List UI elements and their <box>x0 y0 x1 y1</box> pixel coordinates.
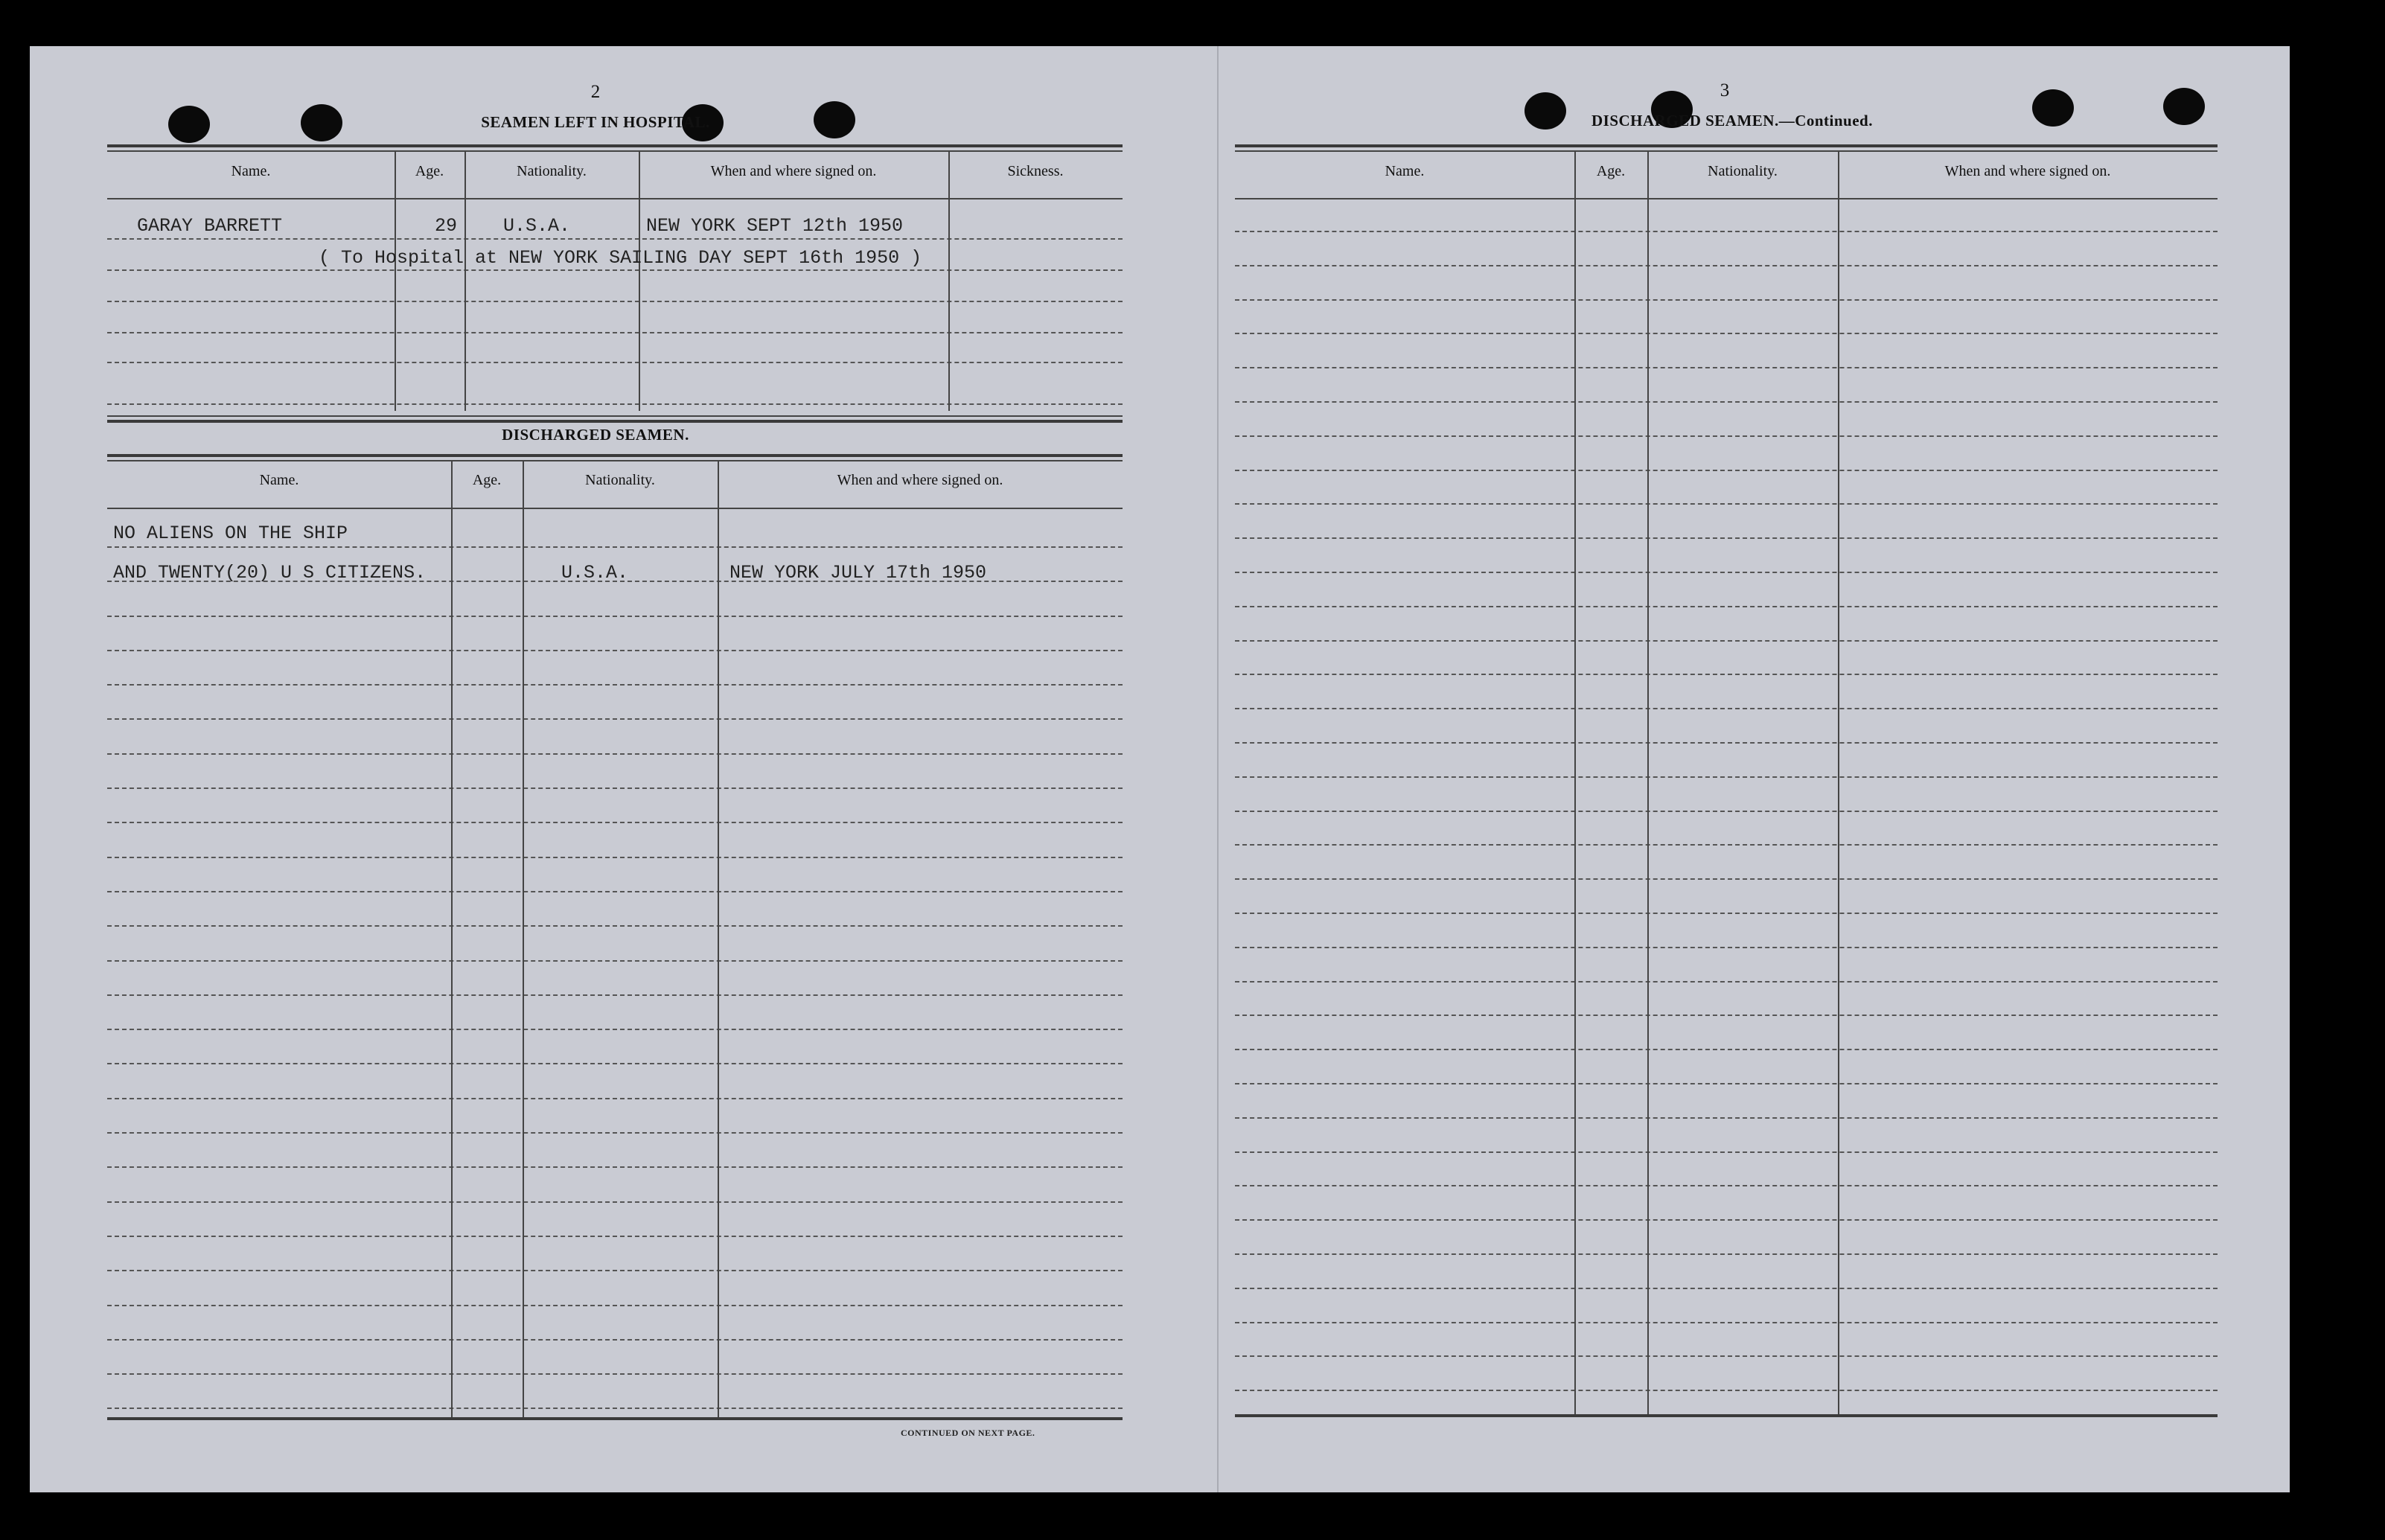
hospital-entry-signed-on: NEW YORK SEPT 12th 1950 <box>646 215 904 237</box>
manifest-sheet <box>30 46 2290 1492</box>
col-name: Name. <box>259 472 299 488</box>
ruled-line <box>107 650 1123 651</box>
hospital-entry-note: ( To Hospital at NEW YORK SAILING DAY SEPT 16th 1950 ) <box>319 247 922 269</box>
right-page <box>1219 46 2290 1492</box>
ruled-line <box>107 753 1123 755</box>
ruled-line <box>1235 913 2218 914</box>
ruled-line <box>1235 1185 2218 1186</box>
ruled-line <box>1235 401 2218 403</box>
ruled-line <box>1235 367 2218 368</box>
ruled-line <box>107 1270 1123 1271</box>
ruled-line <box>107 546 1123 548</box>
col-signed-on: When and where signed on. <box>710 163 877 179</box>
ruled-line <box>1235 811 2218 812</box>
ruled-line <box>1235 333 2218 334</box>
ruled-line <box>1235 1355 2218 1357</box>
ruled-line <box>107 1063 1123 1064</box>
col-age: Age. <box>472 472 502 488</box>
ruled-line <box>107 1166 1123 1168</box>
ruled-line <box>1235 708 2218 709</box>
ruled-line <box>1235 1049 2218 1050</box>
ruled-line <box>107 960 1123 962</box>
ruled-line <box>107 994 1123 996</box>
col-nationality: Nationality. <box>585 472 655 488</box>
ruled-line <box>107 857 1123 858</box>
ruled-line <box>1235 1117 2218 1119</box>
ruled-line <box>107 1305 1123 1306</box>
ruled-line <box>107 684 1123 686</box>
ruled-line <box>107 1132 1123 1134</box>
col-name: Name. <box>231 163 271 179</box>
left-page <box>30 46 1217 1492</box>
hospital-entry-age: 29 <box>435 215 458 237</box>
ruled-line <box>1235 674 2218 675</box>
hospital-entry-nationality: U.S.A. <box>503 215 571 237</box>
ruled-line <box>1235 606 2218 607</box>
ruled-line <box>107 1339 1123 1341</box>
ruled-line <box>1235 1015 2218 1016</box>
ruled-line <box>107 1029 1123 1030</box>
col-age: Age. <box>1596 163 1626 179</box>
ruled-line <box>1235 878 2218 880</box>
ruled-line <box>1235 776 2218 778</box>
col-signed-on: When and where signed on. <box>837 472 1003 488</box>
ruled-line <box>1235 231 2218 232</box>
ruled-line <box>107 1236 1123 1237</box>
ruled-line <box>107 787 1123 789</box>
ruled-line <box>1235 947 2218 948</box>
ruled-line <box>1235 1253 2218 1255</box>
ruled-line <box>107 1408 1123 1409</box>
discharged-line-2-nationality: U.S.A. <box>561 562 629 584</box>
ruled-line <box>107 1373 1123 1375</box>
ruled-line <box>1235 844 2218 846</box>
col-age: Age. <box>415 163 444 179</box>
ruled-line <box>1235 265 2218 266</box>
col-name: Name. <box>1385 163 1425 179</box>
ruled-line <box>1235 1151 2218 1153</box>
ruled-line <box>1235 470 2218 471</box>
ruled-line <box>1235 299 2218 301</box>
ruled-line <box>107 718 1123 720</box>
discharged-line-2-name: AND TWENTY(20) U S CITIZENS. <box>113 562 427 584</box>
ruled-line <box>1235 1322 2218 1323</box>
page-number: 3 <box>1720 80 1730 100</box>
col-nationality: Nationality. <box>1708 163 1778 179</box>
discharged-line-2-signed-on: NEW YORK JULY 17th 1950 <box>729 562 987 584</box>
ruled-line <box>1235 1288 2218 1289</box>
hospital-entry-name: GARAY BARRETT <box>137 215 283 237</box>
col-signed-on: When and where signed on. <box>1944 163 2111 179</box>
ruled-line <box>107 616 1123 617</box>
ruled-line <box>1235 1083 2218 1084</box>
ruled-line <box>1235 435 2218 437</box>
ruled-line <box>1235 1390 2218 1391</box>
ruled-line <box>1235 572 2218 573</box>
hospital-heading: SEAMEN LEFT IN HOSPITAL. <box>481 113 710 131</box>
ruled-line <box>107 891 1123 892</box>
col-sickness: Sickness. <box>1007 163 1064 179</box>
ruled-line <box>107 925 1123 927</box>
discharged-continued-heading: DISCHARGED SEAMEN.—Continued. <box>1591 112 1873 130</box>
ruled-line <box>1235 503 2218 505</box>
ruled-line <box>107 1098 1123 1099</box>
ruled-line <box>1235 981 2218 983</box>
ruled-line <box>107 822 1123 823</box>
ruled-line <box>107 1201 1123 1203</box>
page-number: 2 <box>590 82 601 102</box>
discharged-line-1: NO ALIENS ON THE SHIP <box>113 523 348 544</box>
continued-note: CONTINUED ON NEXT PAGE. <box>901 1428 1035 1438</box>
ruled-line <box>1235 640 2218 642</box>
discharged-heading: DISCHARGED SEAMEN. <box>502 426 689 444</box>
col-nationality: Nationality. <box>517 163 587 179</box>
ruled-line <box>1235 742 2218 744</box>
ruled-line <box>1235 537 2218 539</box>
ruled-line <box>1235 1219 2218 1221</box>
